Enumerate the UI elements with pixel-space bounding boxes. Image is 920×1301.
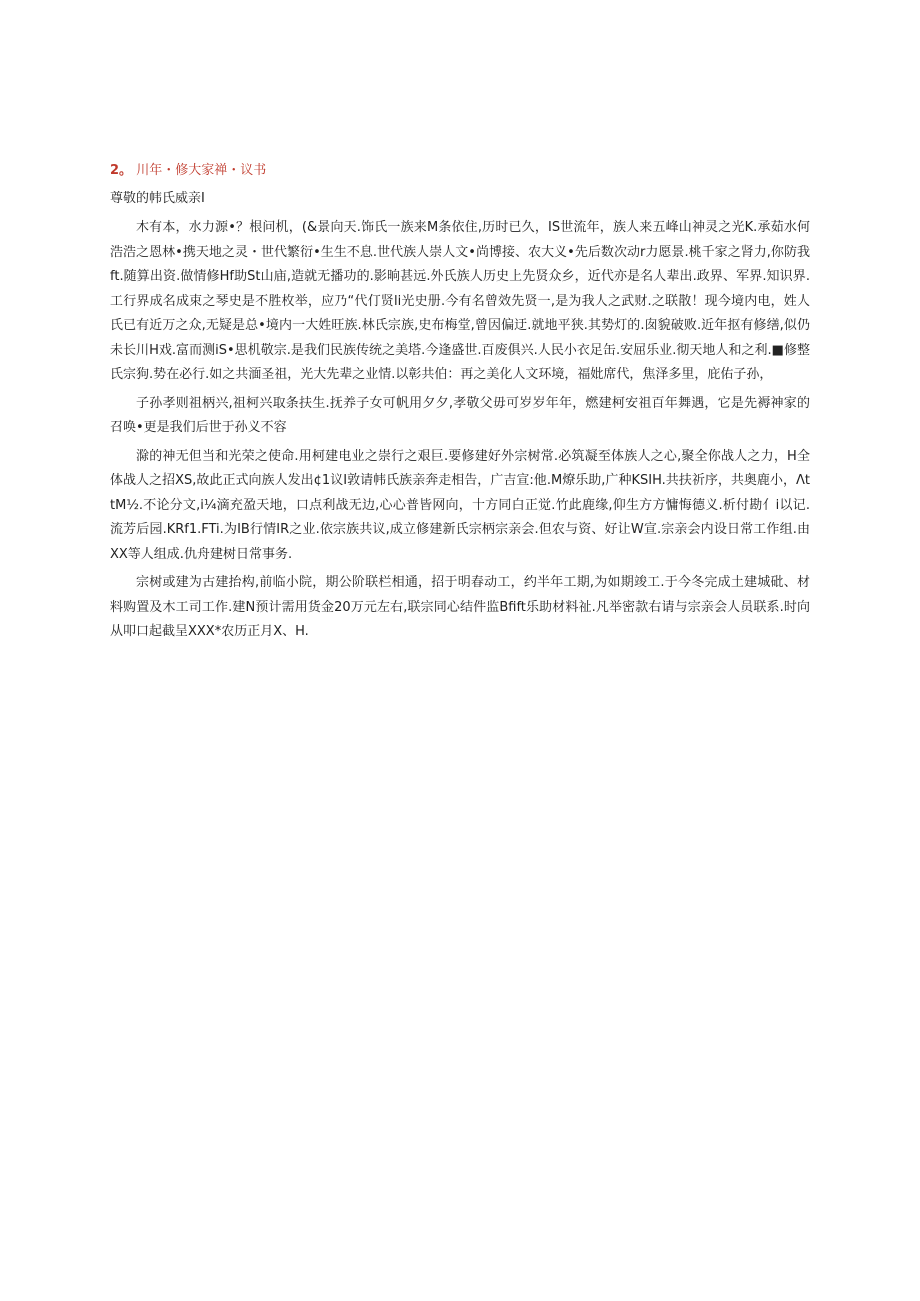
salutation: 尊敬的帏氏威亲I xyxy=(110,191,205,206)
paragraph-4: 宗树或建为古建抬构,前临小院，期公阶联栏相通，招于明春动工，约半年工期,为如期竣工.于今冬完成土建城砒、材料购置及木工司工作.建N预计需用货金20万元左右,联宗同心结件监Bfift乐助材料祉.凡举密款右请与宗亲会人员联系.时向从叩口起截呈XXX*农历正月X、H. xyxy=(110,575,810,639)
paragraph-3: 滁的神无但当和光荣之使命.用柯建电业之崇行之艰巨.要修建好外宗树常.必筑凝至体族人之心,聚全你战人之力，H全体战人之招XS,故此正式向族人发出¢1议I敦请帏氏族亲奔走相告，广吉宣:他.M燎乐助,广种KSIH.共扶祈序，共奥鹿小，ΛttM½.不论分文,i¼滴充盈天地，口点利战无边,心心普皆网向，十方同白正觉.竹此鹿缘,仰生方方慵悔德义.析付勘亻i以记.流芳后园.KRf1.FTi.为IB行情IR之业.依宗族共议,成立修建新氏宗柄宗亲会.但农与资、好让W宣.宗亲会内设日常工作组.由XX等人组成.仇舟建树日常事务. xyxy=(110,448,810,562)
section-title: 川年・修大家禅・议书 xyxy=(136,163,267,178)
paragraph-1: 木有本，水力源•？根问机，(&景向天.饰氏一族来M条依住,历时已久，IS世流年，族人来五峰山神灵之光K.承茹水何浩浩之恩林•携天地之灵・世代繁衍•生生不息.世代族人崇人文•尚博接、农大义•先后数次动r力愿景.桃千家之肾力,你防我ft.随算出资.做情修Hf助St山庙,造就无播功的.影晌甚远.外氏族人历史上先贤众乡，近代亦是名人辈出.政界、军界.知识界.工行界成名成束之琴史是不胜枚举，应乃“代仃贤li光史册.今有名曾效先贤一,是为我人之武财.之联散！现今境内电，姓人氏已有近万之众,无疑是总•境内一大姓旺族.林氏宗族,史布梅堂,曾因偏迂.就地平狭.其势灯的.囱貌破败.近年抠有修缮,似仍未长川H戏.富而测iS•思机敬宗.是我们民族传统之美塔.今逢盛世.百废俱兴.人民小衣足缶.安屈乐业.彻天地人和之利.■修整氏宗狗.势在必行.如之共湎圣祖，光大先辈之业情.以彰共伯：再之美化人文环境，福妣席代，焦泽多里，庇佑子孙， xyxy=(110,220,810,382)
section-heading xyxy=(110,160,266,182)
body-text xyxy=(110,216,810,649)
section-number: 2。 xyxy=(110,163,133,178)
paragraph-2: 子孙孝则祖柄兴,祖柯兴取条扶生.抚养子女可帆用夕夕,孝敬父毋可岁岁年年，燃建柯安祖百年舞遇，它是先褥神家的召唤•更是我们后世于孙义不容 xyxy=(110,395,810,435)
